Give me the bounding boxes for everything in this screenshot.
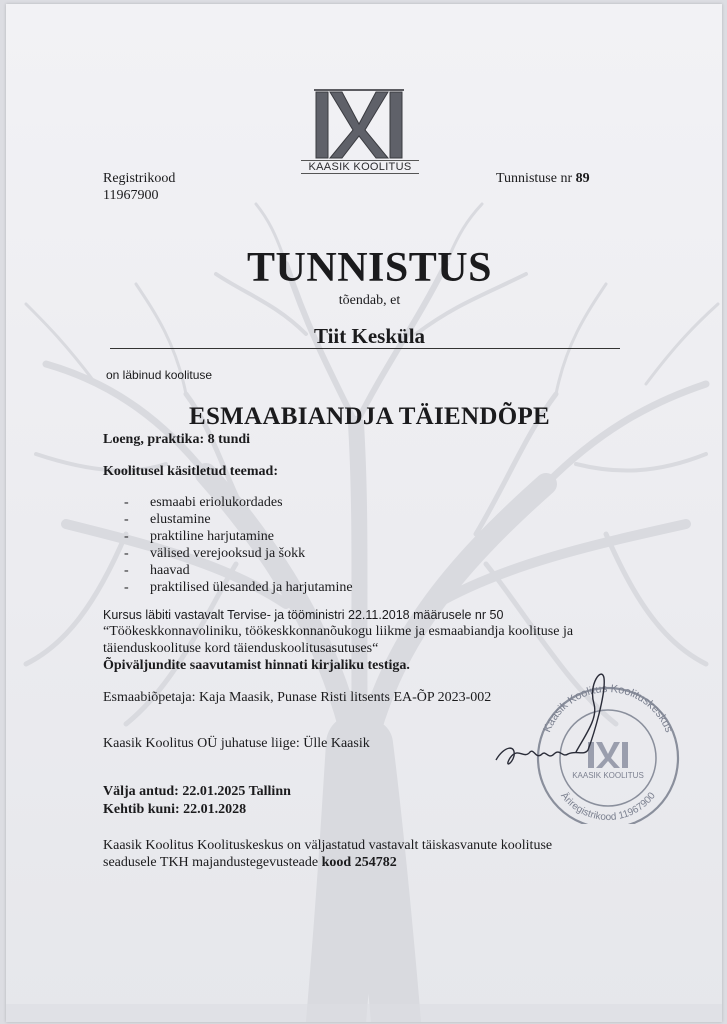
- topic-item: - esmaabi eriolukordades: [124, 494, 353, 511]
- footer-code: kood 254782: [321, 855, 397, 870]
- topics-heading: Koolitusel käsitletud teemad:: [103, 464, 278, 479]
- completed-text: on läbinud koolituse: [106, 368, 213, 382]
- stamp-center-text: KAASIK KOOLITUS: [572, 771, 644, 780]
- regulation-line-2: “Töökeskkonnavoliniku, töökeskkonnanõukogu liikme ja esmaabiandja koolituse ja: [103, 624, 574, 639]
- stamp-logo: [588, 742, 628, 768]
- regulation-line-1: Kursus läbiti vastavalt Tervise- ja tööministri 22.11.2018 määrusele nr 50: [103, 608, 504, 622]
- topic-item: - praktilised ülesanded ja harjutamine: [124, 579, 353, 596]
- footer-line-2-prefix: seadusele TKH majandustegevusteade: [103, 855, 319, 870]
- issued-date: Välja antud: 22.01.2025 Tallinn: [103, 784, 291, 799]
- registry-code-label: Registrikood: [103, 171, 176, 186]
- logo-text: KAASIK KOOLITUS: [301, 160, 419, 174]
- footer-line-1: Kaasik Koolitus Koolituskeskus on väljastatud vastavalt täiskasvanute koolituse: [103, 838, 553, 853]
- certificate-number-label: Tunnistuse nr: [496, 171, 573, 186]
- stamp-bottom-text: Äriregistrikood 11967900: [558, 790, 658, 823]
- stamp-top-text: Kaasik Koolitus Koolituskeskus: [541, 682, 675, 735]
- certificate-number-value: 89: [575, 171, 590, 186]
- course-hours: Loeng, praktika: 8 tundi: [103, 432, 251, 447]
- recipient-underline: [110, 348, 620, 349]
- topic-item: - välised verejooksud ja šokk: [124, 545, 353, 562]
- topic-item: - haavad: [124, 562, 353, 579]
- topics-list: [124, 494, 353, 596]
- topic-item: - praktiline harjutamine: [124, 528, 353, 545]
- instructor-text: Esmaabiõpetaja: Kaja Maasik, Punase Risti litsents EA-ÕP 2023-002: [103, 690, 492, 705]
- course-name: ESMAABIANDJA TÄIENDÕPE: [188, 403, 551, 430]
- board-member-text: Kaasik Koolitus OÜ juhatuse liige: Ülle Kaasik: [103, 736, 370, 751]
- regulation-line-3: täienduskoolituse kord täienduskoolitusasutuses“: [103, 641, 379, 656]
- certificate-title: TUNNISTUS: [247, 245, 492, 291]
- valid-until-date: Kehtib kuni: 22.01.2028: [103, 802, 247, 817]
- footer-line-2: [103, 855, 397, 871]
- registry-code-value: 11967900: [103, 188, 159, 203]
- topic-item: - elustamine: [124, 511, 353, 528]
- assessment-text: Õpiväljundite saavutamist hinnati kirjaliku testiga.: [103, 658, 410, 673]
- certificate-page: [6, 4, 722, 1022]
- official-stamp: [476, 664, 696, 824]
- certificate-number: [496, 171, 590, 187]
- recipient-name: Tiit Kesküla: [313, 324, 426, 348]
- certificate-subtitle: tõendab, et: [338, 293, 401, 308]
